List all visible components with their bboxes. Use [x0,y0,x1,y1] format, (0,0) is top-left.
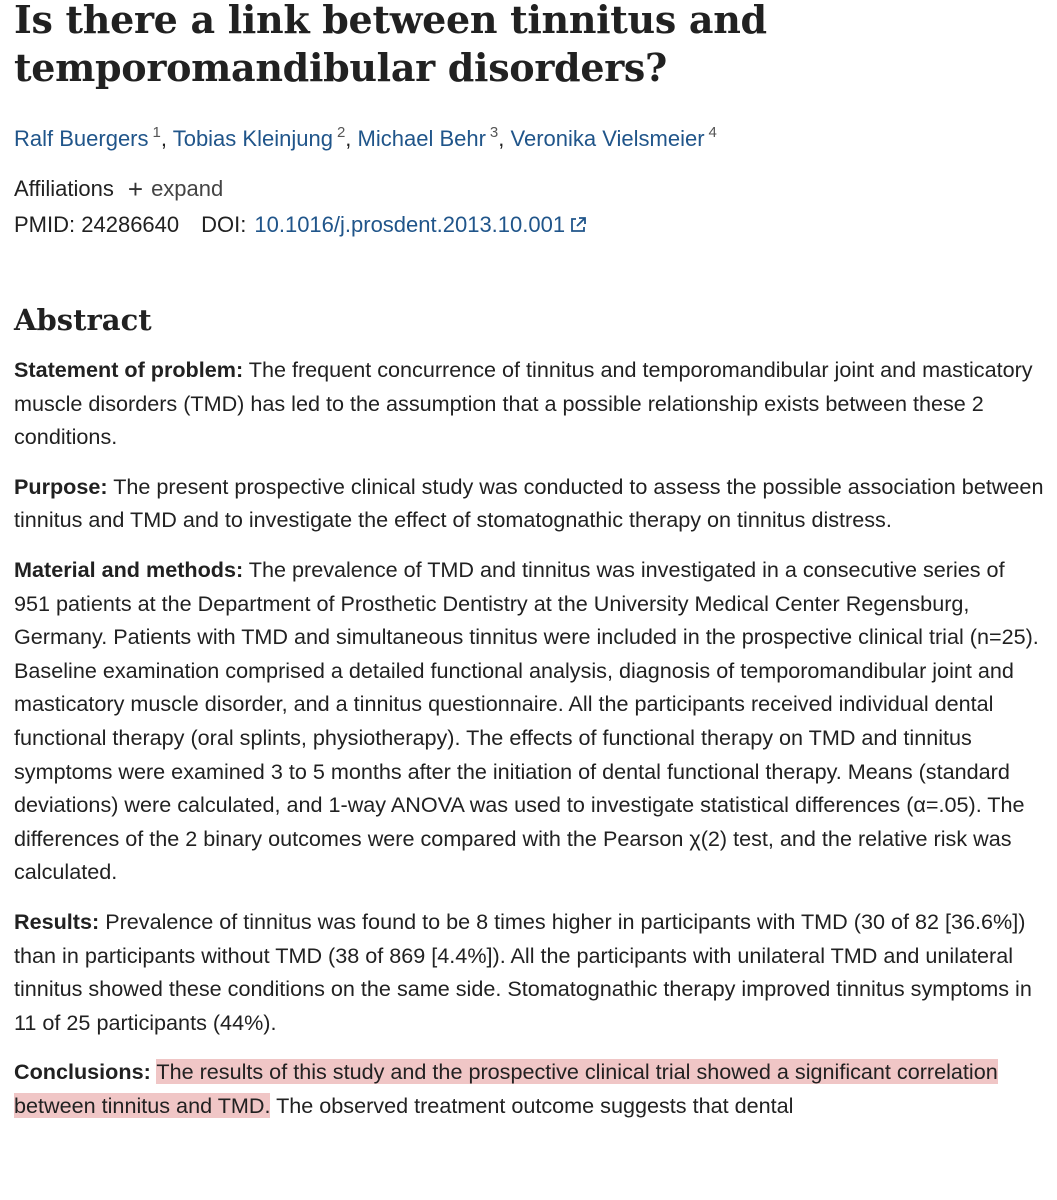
affiliations-label: Affiliations [14,176,114,201]
author-separator: , [160,126,167,151]
abstract-heading: Abstract [14,303,152,337]
doi-label: DOI: [201,212,247,237]
author-link[interactable]: Michael Behr [357,126,486,151]
identifiers-row [14,210,1044,240]
section-label: Statement of problem: [14,357,244,382]
author-link[interactable]: Tobias Kleinjung [172,126,333,151]
pmid-value: 24286640 [81,212,180,237]
section-text: The observed treatment outcome suggests that dental [276,1092,794,1118]
plus-icon: + [127,174,144,204]
section-label: Results: [14,908,100,934]
abstract-section-purpose [14,470,1044,537]
section-text: The frequent concurrence of tinnitus and temporomandibular joint and masticatory muscle disorders (TMD) has led to the assumption that a possible relationship exists between these 2 conditions. [14,357,1033,450]
author-affiliation-number[interactable]: 3 [489,124,499,141]
expand-label: expand [151,176,224,201]
abstract-section-problem [14,353,1044,454]
abstract-section-results [14,905,1044,1039]
article-title: Is there a link between tinnitus and temporomandibular disorders? [14,0,767,90]
highlighted-text: The results of this study and the prospective clinical trial showed a significant correlation between tinnitus and TMD. [14,1059,998,1118]
author-affiliation-number[interactable]: 1 [152,124,161,141]
abstract-section-methods [14,553,1044,889]
section-text: Prevalence of tinnitus was found to be 8 times higher in participants with TMD (30 of 82 [36.6%]) than in participants without TMD (38 of 869 [4.4%]). All the participants with unilateral TMD and unilateral tinnitus showed these conditions on the same side. Stomatognathic therapy improved tinnitus symptoms in 11 of 25 participants (44%). [14,908,1032,1035]
section-text: The present prospective clinical study was conducted to assess the possible association between tinnitus and TMD and to investigate the effect of stomatognathic therapy on tinnitus distress. [14,473,1044,533]
author-affiliation-number[interactable]: 4 [708,124,717,141]
author-separator: , [498,126,505,151]
author-link[interactable]: Ralf Buergers [14,126,149,151]
section-label: Purpose: [14,473,108,499]
author-link[interactable]: Veronika Vielsmeier [510,126,705,151]
pmid-label: PMID: [14,212,76,237]
author-separator: , [345,126,352,151]
section-label: Conclusions: [14,1059,151,1085]
author-affiliation-number[interactable]: 2 [336,124,346,141]
author-list [14,118,1044,154]
article-page [14,0,1044,1122]
affiliations-row [14,174,1044,204]
doi-value: 10.1016/j.prosdent.2013.10.001 [254,212,566,237]
abstract-section-conclusions [14,1055,1044,1122]
expand-affiliations-button[interactable] [128,174,223,204]
section-text: The prevalence of TMD and tinnitus was investigated in a consecutive series of 951 patients at the Department of Prosthetic Dentistry at the University Medical Center Regensburg, Germany. Patients with TMD and simultaneous tinnitus were included in the prospective clinical trial (n=25). Baseline examination comprised a detailed functional analysis, diagnosis of temporomandibular joint and masticatory muscle disorder, and a tinnitus questionnaire. All the participants received individual dental functional therapy (oral splints, physiotherapy). The effects of functional therapy on TMD and tinnitus symptoms were examined 3 to 5 months after the initiation of dental functional therapy. Means (standard deviations) were calculated, and 1-way ANOVA was used to investigate statistical differences (α=.05). The differences of the 2 binary outcomes were compared with the Pearson χ(2) test, and the relative risk was calculated. [14,556,1039,885]
doi-link[interactable] [254,210,587,240]
section-label: Material and methods: [14,556,244,582]
external-link-icon [569,216,587,234]
